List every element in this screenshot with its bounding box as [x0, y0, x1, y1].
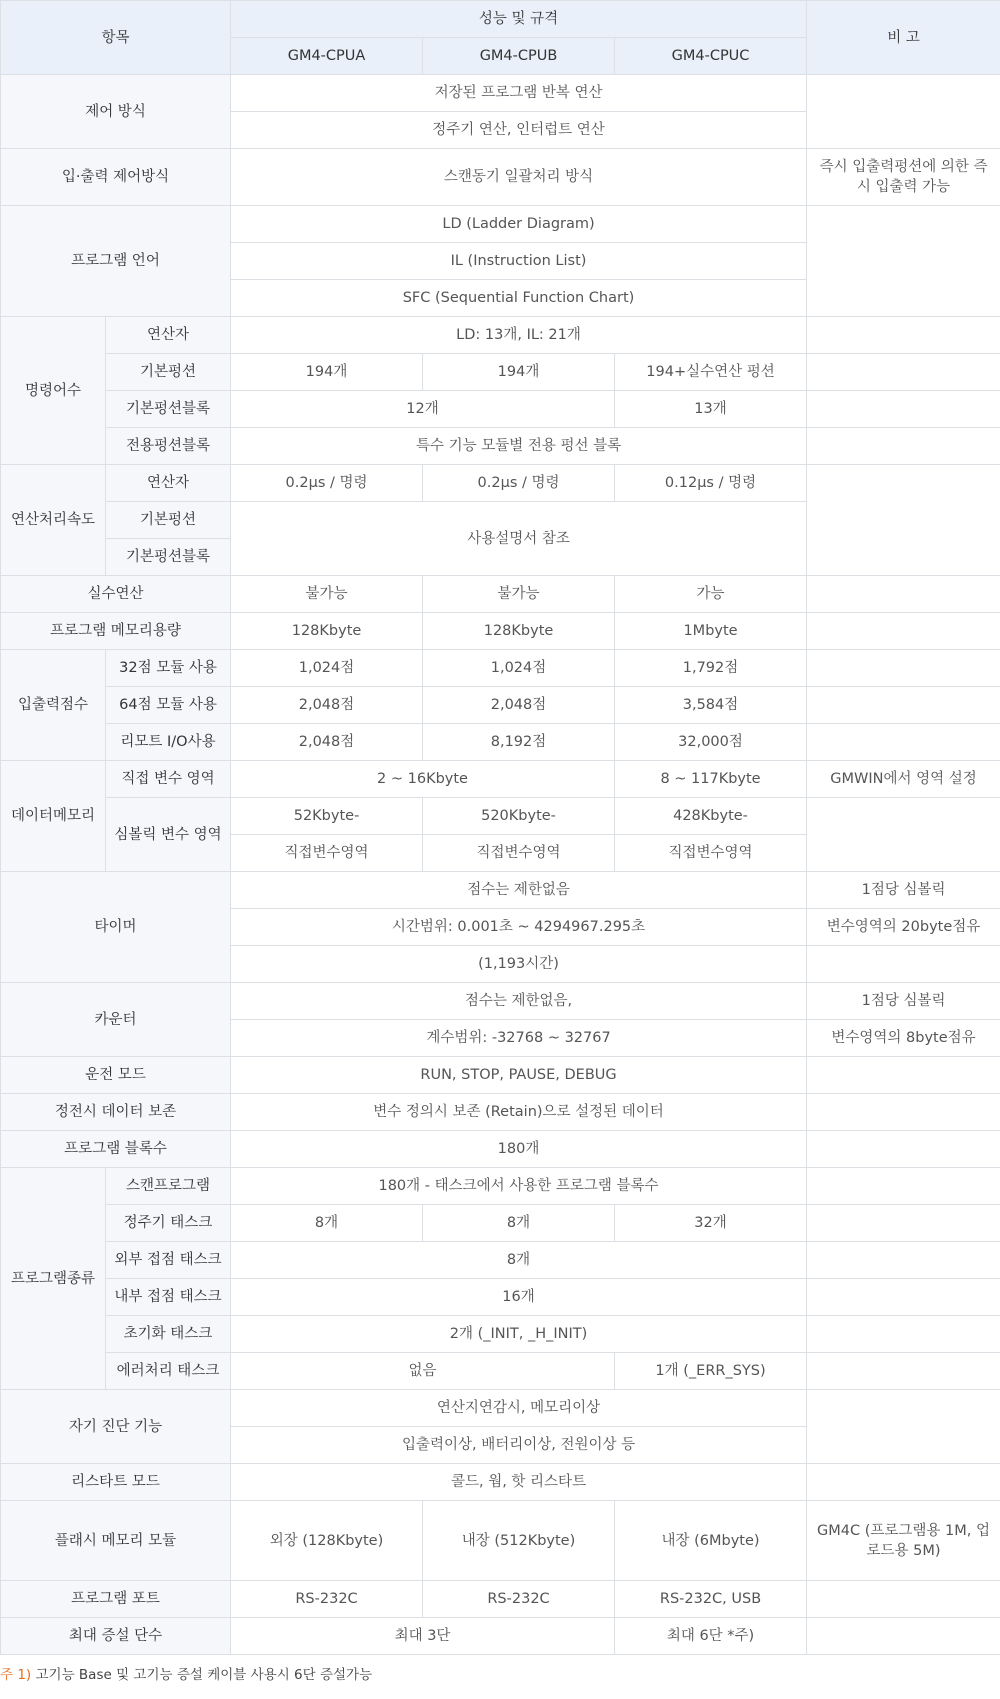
row-label-data-mem: 데이터메모리	[1, 761, 106, 872]
cell-b: 8개	[423, 1205, 615, 1242]
note-counter-2: 변수영역의 8byte점유	[807, 1020, 1000, 1057]
cell-scan: 180개 - 태스크에서 사용한 프로그램 블록수	[231, 1168, 807, 1205]
table-row	[1, 206, 1000, 243]
cell-internal: 16개	[231, 1279, 807, 1316]
table-row	[1, 428, 1000, 465]
cell-b: 2,048점	[423, 687, 615, 724]
cell-a: 194개	[231, 354, 423, 391]
row-label-prog-types: 프로그램종류	[1, 1168, 106, 1390]
row-label-instr: 명령어수	[1, 317, 106, 465]
note-empty	[807, 391, 1000, 428]
note-empty	[807, 1242, 1000, 1279]
note-empty	[807, 1094, 1000, 1131]
cell-ab: 최대 3단	[231, 1618, 615, 1655]
cell-instr-operator: LD: 13개, IL: 21개	[231, 317, 807, 354]
note-io-control: 즉시 입출력펑션에 의한 즉시 입출력 가능	[807, 149, 1000, 206]
cell-language-ld: LD (Ladder Diagram)	[231, 206, 807, 243]
row-label-blocks: 프로그램 블록수	[1, 1131, 231, 1168]
footnote	[0, 1663, 1000, 1687]
table-row	[1, 465, 1000, 502]
cell-a: 2,048점	[231, 687, 423, 724]
note-empty	[807, 1279, 1000, 1316]
note-empty	[807, 613, 1000, 650]
cell-io-control: 스캔동기 일괄처리 방식	[231, 149, 807, 206]
cell-c: 내장 (6Mbyte)	[615, 1501, 807, 1581]
row-label-timer: 타이머	[1, 872, 231, 983]
sub-label: 64점 모듈 사용	[106, 687, 231, 724]
note-empty	[807, 1618, 1000, 1655]
row-label-flash: 플래시 메모리 모듈	[1, 1501, 231, 1581]
note-empty	[807, 1316, 1000, 1353]
cell-external: 8개	[231, 1242, 807, 1279]
row-label-counter: 카운터	[1, 983, 231, 1057]
header-row	[1, 1, 1000, 38]
cell-c: 0.12μs / 명령	[615, 465, 807, 502]
cell-c: 최대 6단 *주)	[615, 1618, 807, 1655]
note-data-mem: GMWIN에서 영역 설정	[807, 761, 1000, 798]
row-label-expansion: 최대 증설 단수	[1, 1618, 231, 1655]
sub-label: 스캔프로그램	[106, 1168, 231, 1205]
sub-label: 기본펑션	[106, 502, 231, 539]
table-row	[1, 1618, 1000, 1655]
cell-a: 1,024점	[231, 650, 423, 687]
note-empty	[807, 428, 1000, 465]
note-empty	[807, 946, 1000, 983]
table-row	[1, 1242, 1000, 1279]
row-label-speed: 연산처리속도	[1, 465, 106, 576]
cell-c: 8 ~ 117Kbyte	[615, 761, 807, 798]
table-row	[1, 149, 1000, 206]
cell-c: 13개	[615, 391, 807, 428]
cell-c: 3,584점	[615, 687, 807, 724]
sub-label: 심볼릭 변수 영역	[106, 798, 231, 872]
table-row	[1, 687, 1000, 724]
sub-label: 기본펑션	[106, 354, 231, 391]
cell-run-mode: RUN, STOP, PAUSE, DEBUG	[231, 1057, 807, 1094]
table-row	[1, 798, 1000, 835]
cell-c: 1,792점	[615, 650, 807, 687]
cell-control-1: 저장된 프로그램 반복 연산	[231, 75, 807, 112]
cell-b: 직접변수영역	[423, 835, 615, 872]
table-row	[1, 1279, 1000, 1316]
note-empty	[807, 1464, 1000, 1501]
note-counter-1: 1점당 심볼릭	[807, 983, 1000, 1020]
cell-restart: 콜드, 웜, 핫 리스타트	[231, 1464, 807, 1501]
cell-special-block: 특수 기능 모듈별 전용 펑선 블록	[231, 428, 807, 465]
row-label-restart: 리스타트 모드	[1, 1464, 231, 1501]
cell-a: 불가능	[231, 576, 423, 613]
sub-label: 정주기 태스크	[106, 1205, 231, 1242]
cell-timer-1: 점수는 제한없음	[231, 872, 807, 909]
model-c: GM4-CPUC	[615, 38, 807, 75]
note-empty	[807, 724, 1000, 761]
cell-ab: 2 ~ 16Kbyte	[231, 761, 615, 798]
header-spec: 성능 및 규격	[231, 1, 807, 38]
cell-a: 128Kbyte	[231, 613, 423, 650]
cell-a: 8개	[231, 1205, 423, 1242]
table-row	[1, 1168, 1000, 1205]
sub-label: 에러처리 태스크	[106, 1353, 231, 1390]
note-timer-1: 1점당 심볼릭	[807, 872, 1000, 909]
cell-b: RS-232C	[423, 1581, 615, 1618]
note-empty	[807, 1131, 1000, 1168]
cell-ab: 없음	[231, 1353, 615, 1390]
cell-a: 직접변수영역	[231, 835, 423, 872]
table-row	[1, 1131, 1000, 1168]
cell-counter-1: 점수는 제한없음,	[231, 983, 807, 1020]
cell-timer-3: (1,193시간)	[231, 946, 807, 983]
footnote-mark: 주 1)	[0, 1667, 32, 1683]
cell-timer-2: 시간범위: 0.001초 ~ 4294967.295초	[231, 909, 807, 946]
table-row	[1, 576, 1000, 613]
cell-b: 1,024점	[423, 650, 615, 687]
cell-b: 128Kbyte	[423, 613, 615, 650]
cell-c: 1Mbyte	[615, 613, 807, 650]
cell-language-il: IL (Instruction List)	[231, 243, 807, 280]
row-label-io-points: 입출력점수	[1, 650, 106, 761]
table-row	[1, 1581, 1000, 1618]
cell-c: 직접변수영역	[615, 835, 807, 872]
note-empty	[807, 687, 1000, 724]
sub-label: 리모트 I/O사용	[106, 724, 231, 761]
table-row	[1, 75, 1000, 112]
sub-label: 기본펑션블록	[106, 391, 231, 428]
sub-label: 연산자	[106, 317, 231, 354]
cell-blocks: 180개	[231, 1131, 807, 1168]
model-a: GM4-CPUA	[231, 38, 423, 75]
table-row	[1, 724, 1000, 761]
row-label-io-control: 입·출력 제어방식	[1, 149, 231, 206]
cell-c: 32,000점	[615, 724, 807, 761]
cell-b: 8,192점	[423, 724, 615, 761]
cell-retain: 변수 정의시 보존 (Retain)으로 설정된 데이터	[231, 1094, 807, 1131]
note-empty	[807, 465, 1000, 576]
cell-speed-ref: 사용설명서 참조	[231, 502, 807, 576]
footnote-text: 고기능 Base 및 고기능 증설 케이블 사용시 6단 증설가능	[35, 1667, 373, 1683]
header-note: 비 고	[807, 1, 1000, 75]
cell-c: 194+실수연산 펑션	[615, 354, 807, 391]
sub-label: 초기화 태스크	[106, 1316, 231, 1353]
cell-ab: 12개	[231, 391, 615, 428]
note-empty	[807, 576, 1000, 613]
note-timer-2: 변수영역의 20byte점유	[807, 909, 1000, 946]
cell-a: RS-232C	[231, 1581, 423, 1618]
model-b: GM4-CPUB	[423, 38, 615, 75]
cell-b: 520Kbyte-	[423, 798, 615, 835]
table-row	[1, 391, 1000, 428]
sub-label: 전용펑션블록	[106, 428, 231, 465]
sub-label: 내부 접점 태스크	[106, 1279, 231, 1316]
cell-self-diag-2: 입출력이상, 배터리이상, 전원이상 등	[231, 1427, 807, 1464]
cell-language-sfc: SFC (Sequential Function Chart)	[231, 280, 807, 317]
table-row	[1, 1390, 1000, 1427]
sub-label: 외부 접점 태스크	[106, 1242, 231, 1279]
cell-a: 0.2μs / 명령	[231, 465, 423, 502]
sub-label: 직접 변수 영역	[106, 761, 231, 798]
header-item: 항목	[1, 1, 231, 75]
cell-c: 가능	[615, 576, 807, 613]
table-row	[1, 983, 1000, 1020]
note-empty	[807, 317, 1000, 354]
table-row	[1, 1205, 1000, 1242]
table-row	[1, 1316, 1000, 1353]
sub-label: 기본펑션블록	[106, 539, 231, 576]
row-label-retain: 정전시 데이터 보존	[1, 1094, 231, 1131]
note-empty	[807, 650, 1000, 687]
row-label-port: 프로그램 포트	[1, 1581, 231, 1618]
sub-label: 32점 모듈 사용	[106, 650, 231, 687]
row-label-memory: 프로그램 메모리용량	[1, 613, 231, 650]
note-empty	[807, 1353, 1000, 1390]
note-empty	[807, 206, 1000, 317]
sub-label: 연산자	[106, 465, 231, 502]
cell-counter-2: 계수범위: -32768 ~ 32767	[231, 1020, 807, 1057]
note-empty	[807, 1581, 1000, 1618]
cell-b: 내장 (512Kbyte)	[423, 1501, 615, 1581]
note-empty	[807, 1390, 1000, 1464]
cell-b: 0.2μs / 명령	[423, 465, 615, 502]
table-row	[1, 613, 1000, 650]
note-empty	[807, 354, 1000, 391]
cell-c: 1개 (_ERR_SYS)	[615, 1353, 807, 1390]
row-label-real: 실수연산	[1, 576, 231, 613]
note-empty	[807, 1168, 1000, 1205]
note-empty	[807, 798, 1000, 872]
cell-b: 불가능	[423, 576, 615, 613]
note-empty	[807, 75, 1000, 149]
cell-a: 외장 (128Kbyte)	[231, 1501, 423, 1581]
cell-a: 52Kbyte-	[231, 798, 423, 835]
row-label-language: 프로그램 언어	[1, 206, 231, 317]
cell-b: 194개	[423, 354, 615, 391]
table-row	[1, 650, 1000, 687]
note-empty	[807, 1057, 1000, 1094]
note-empty	[807, 1205, 1000, 1242]
table-row	[1, 761, 1000, 798]
cell-init: 2개 (_INIT, _H_INIT)	[231, 1316, 807, 1353]
table-row	[1, 354, 1000, 391]
table-row	[1, 1464, 1000, 1501]
table-row	[1, 1501, 1000, 1581]
row-label-run-mode: 운전 모드	[1, 1057, 231, 1094]
cell-a: 2,048점	[231, 724, 423, 761]
row-label-self-diag: 자기 진단 기능	[1, 1390, 231, 1464]
table-row	[1, 872, 1000, 909]
cell-c: 32개	[615, 1205, 807, 1242]
table-row	[1, 1353, 1000, 1390]
cell-self-diag-1: 연산지연감시, 메모리이상	[231, 1390, 807, 1427]
row-label-control: 제어 방식	[1, 75, 231, 149]
cell-c: 428Kbyte-	[615, 798, 807, 835]
table-row	[1, 317, 1000, 354]
table-row	[1, 1094, 1000, 1131]
note-flash: GM4C (프로그램용 1M, 업로드용 5M)	[807, 1501, 1000, 1581]
cell-control-2: 정주기 연산, 인터럽트 연산	[231, 112, 807, 149]
cell-c: RS-232C, USB	[615, 1581, 807, 1618]
table-row	[1, 1057, 1000, 1094]
